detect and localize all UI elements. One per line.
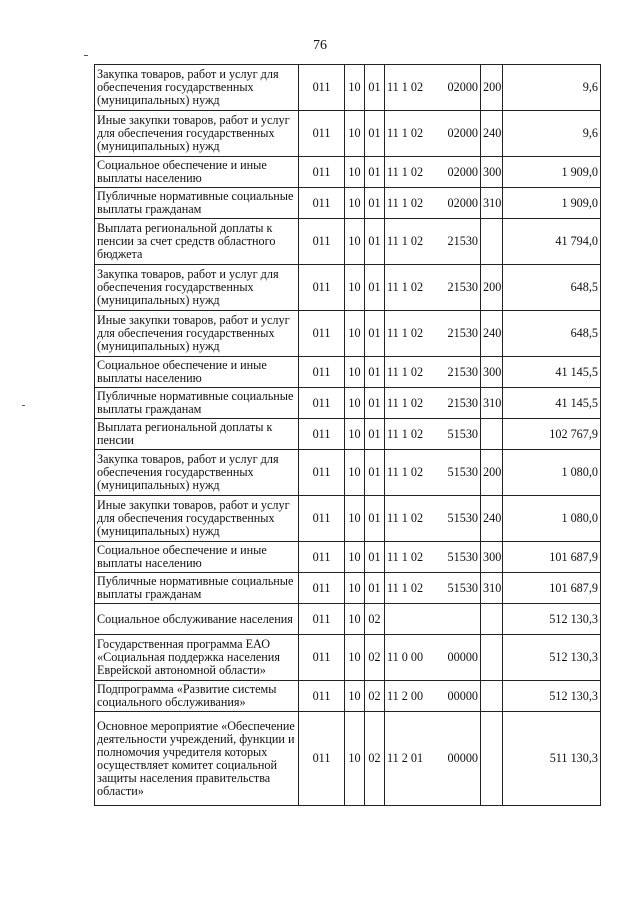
target-article-code <box>445 604 481 635</box>
target-article-prefix: 11 1 02 <box>385 419 445 450</box>
row-name: Публичные нормативные социальные выплаты гражданам <box>95 188 299 219</box>
amount: 102 767,9 <box>503 419 601 450</box>
subsection-code: 02 <box>365 604 385 635</box>
subsection-code: 02 <box>365 712 385 806</box>
section-code: 10 <box>345 388 365 419</box>
subsection-code: 01 <box>365 65 385 111</box>
amount: 512 130,3 <box>503 604 601 635</box>
expense-type-code: 310 <box>481 573 503 604</box>
row-name: Закупка товаров, работ и услуг для обеспечения государственных (муниципальных) нужд <box>95 65 299 111</box>
target-article-prefix: 11 1 02 <box>385 111 445 157</box>
row-name: Подпрограмма «Развитие системы социального обслуживания» <box>95 681 299 712</box>
target-article-code: 21530 <box>445 388 481 419</box>
subsection-code: 01 <box>365 157 385 188</box>
ministry-code: 011 <box>299 188 345 219</box>
expense-type-code <box>481 681 503 712</box>
subsection-code: 01 <box>365 542 385 573</box>
target-article-prefix: 11 1 02 <box>385 573 445 604</box>
target-article-code: 00000 <box>445 635 481 681</box>
target-article-code: 21530 <box>445 265 481 311</box>
ministry-code: 011 <box>299 388 345 419</box>
ministry-code: 011 <box>299 450 345 496</box>
section-code: 10 <box>345 604 365 635</box>
expense-type-code: 240 <box>481 311 503 357</box>
amount: 648,5 <box>503 311 601 357</box>
subsection-code: 01 <box>365 388 385 419</box>
expense-type-code <box>481 219 503 265</box>
target-article-code: 02000 <box>445 65 481 111</box>
scan-speck <box>84 55 88 56</box>
table-body <box>95 65 601 806</box>
target-article-prefix: 11 2 00 <box>385 681 445 712</box>
target-article-code: 02000 <box>445 188 481 219</box>
ministry-code: 011 <box>299 219 345 265</box>
target-article-code: 21530 <box>445 219 481 265</box>
amount: 41 794,0 <box>503 219 601 265</box>
section-code: 10 <box>345 311 365 357</box>
section-code: 10 <box>345 573 365 604</box>
scan-speck <box>22 405 25 406</box>
target-article-prefix: 11 0 00 <box>385 635 445 681</box>
table-row <box>95 573 601 604</box>
row-name: Иные закупки товаров, работ и услуг для обеспечения государственных (муниципальных) нужд <box>95 496 299 542</box>
target-article-prefix: 11 1 02 <box>385 265 445 311</box>
target-article-code: 00000 <box>445 712 481 806</box>
section-code: 10 <box>345 542 365 573</box>
amount: 41 145,5 <box>503 357 601 388</box>
target-article-code: 02000 <box>445 157 481 188</box>
row-name: Закупка товаров, работ и услуг для обеспечения государственных (муниципальных) нужд <box>95 450 299 496</box>
target-article-code: 51530 <box>445 419 481 450</box>
subsection-code: 01 <box>365 111 385 157</box>
section-code: 10 <box>345 157 365 188</box>
expense-type-code <box>481 635 503 681</box>
target-article-prefix <box>385 604 445 635</box>
table-row <box>95 635 601 681</box>
amount: 512 130,3 <box>503 635 601 681</box>
ministry-code: 011 <box>299 573 345 604</box>
table-row <box>95 712 601 806</box>
expense-type-code: 200 <box>481 450 503 496</box>
expense-type-code <box>481 712 503 806</box>
table-row <box>95 65 601 111</box>
target-article-prefix: 11 1 02 <box>385 357 445 388</box>
target-article-code: 51530 <box>445 450 481 496</box>
target-article-prefix: 11 1 02 <box>385 311 445 357</box>
section-code: 10 <box>345 188 365 219</box>
target-article-code: 00000 <box>445 681 481 712</box>
row-name: Выплата региональной доплаты к пенсии за счет средств областного бюджета <box>95 219 299 265</box>
ministry-code: 011 <box>299 681 345 712</box>
amount: 9,6 <box>503 111 601 157</box>
expense-type-code: 200 <box>481 265 503 311</box>
section-code: 10 <box>345 635 365 681</box>
row-name: Социальное обслуживание населения <box>95 604 299 635</box>
subsection-code: 01 <box>365 573 385 604</box>
table-row <box>95 157 601 188</box>
amount: 1 080,0 <box>503 496 601 542</box>
row-name: Иные закупки товаров, работ и услуг для обеспечения государственных (муниципальных) нужд <box>95 311 299 357</box>
target-article-prefix: 11 1 02 <box>385 496 445 542</box>
table-row <box>95 111 601 157</box>
target-article-prefix: 11 1 02 <box>385 157 445 188</box>
expense-type-code: 200 <box>481 65 503 111</box>
target-article-code: 21530 <box>445 357 481 388</box>
subsection-code: 02 <box>365 681 385 712</box>
table-row <box>95 496 601 542</box>
table-row <box>95 419 601 450</box>
table-row <box>95 311 601 357</box>
row-name: Публичные нормативные социальные выплаты гражданам <box>95 388 299 419</box>
subsection-code: 01 <box>365 419 385 450</box>
expense-type-code: 310 <box>481 388 503 419</box>
expense-type-code: 300 <box>481 357 503 388</box>
table-row <box>95 604 601 635</box>
amount: 1 909,0 <box>503 188 601 219</box>
budget-table <box>94 64 601 806</box>
row-name: Социальное обеспечение и иные выплаты населению <box>95 542 299 573</box>
subsection-code: 01 <box>365 450 385 496</box>
subsection-code: 01 <box>365 265 385 311</box>
amount: 1 909,0 <box>503 157 601 188</box>
target-article-code: 51530 <box>445 542 481 573</box>
row-name: Государственная программа ЕАО «Социальная поддержка населения Еврейской автономной области» <box>95 635 299 681</box>
ministry-code: 011 <box>299 419 345 450</box>
target-article-prefix: 11 2 01 <box>385 712 445 806</box>
ministry-code: 011 <box>299 496 345 542</box>
ministry-code: 011 <box>299 265 345 311</box>
ministry-code: 011 <box>299 635 345 681</box>
expense-type-code: 300 <box>481 157 503 188</box>
target-article-code: 51530 <box>445 496 481 542</box>
section-code: 10 <box>345 111 365 157</box>
row-name: Закупка товаров, работ и услуг для обеспечения государственных (муниципальных) нужд <box>95 265 299 311</box>
target-article-prefix: 11 1 02 <box>385 542 445 573</box>
table-row <box>95 388 601 419</box>
expense-type-code: 310 <box>481 188 503 219</box>
subsection-code: 01 <box>365 219 385 265</box>
target-article-code: 51530 <box>445 573 481 604</box>
row-name: Иные закупки товаров, работ и услуг для обеспечения государственных (муниципальных) нужд <box>95 111 299 157</box>
ministry-code: 011 <box>299 357 345 388</box>
page-number: 76 <box>313 38 327 53</box>
amount: 648,5 <box>503 265 601 311</box>
section-code: 10 <box>345 496 365 542</box>
table-row <box>95 188 601 219</box>
table-row <box>95 219 601 265</box>
subsection-code: 02 <box>365 635 385 681</box>
subsection-code: 01 <box>365 311 385 357</box>
ministry-code: 011 <box>299 111 345 157</box>
row-name: Социальное обеспечение и иные выплаты населению <box>95 357 299 388</box>
table-row <box>95 265 601 311</box>
table-row <box>95 681 601 712</box>
row-name: Основное мероприятие «Обеспечение деятельности учреждений, функции и полномочия учредителя которых осуществляет комитет социальной защиты населения правительства области» <box>95 712 299 806</box>
target-article-code: 21530 <box>445 311 481 357</box>
amount: 511 130,3 <box>503 712 601 806</box>
ministry-code: 011 <box>299 157 345 188</box>
amount: 101 687,9 <box>503 542 601 573</box>
subsection-code: 01 <box>365 357 385 388</box>
section-code: 10 <box>345 357 365 388</box>
amount: 1 080,0 <box>503 450 601 496</box>
section-code: 10 <box>345 219 365 265</box>
section-code: 10 <box>345 419 365 450</box>
section-code: 10 <box>345 65 365 111</box>
expense-type-code: 240 <box>481 496 503 542</box>
target-article-prefix: 11 1 02 <box>385 188 445 219</box>
table-row <box>95 450 601 496</box>
section-code: 10 <box>345 681 365 712</box>
expense-type-code <box>481 419 503 450</box>
target-article-code: 02000 <box>445 111 481 157</box>
ministry-code: 011 <box>299 542 345 573</box>
expense-type-code <box>481 604 503 635</box>
table-row <box>95 542 601 573</box>
amount: 101 687,9 <box>503 573 601 604</box>
row-name: Публичные нормативные социальные выплаты гражданам <box>95 573 299 604</box>
section-code: 10 <box>345 450 365 496</box>
expense-type-code: 240 <box>481 111 503 157</box>
subsection-code: 01 <box>365 188 385 219</box>
expense-type-code: 300 <box>481 542 503 573</box>
ministry-code: 011 <box>299 65 345 111</box>
row-name: Выплата региональной доплаты к пенсии <box>95 419 299 450</box>
amount: 41 145,5 <box>503 388 601 419</box>
table-row <box>95 357 601 388</box>
target-article-prefix: 11 1 02 <box>385 388 445 419</box>
ministry-code: 011 <box>299 604 345 635</box>
ministry-code: 011 <box>299 311 345 357</box>
amount: 9,6 <box>503 65 601 111</box>
subsection-code: 01 <box>365 496 385 542</box>
ministry-code: 011 <box>299 712 345 806</box>
target-article-prefix: 11 1 02 <box>385 65 445 111</box>
row-name: Социальное обеспечение и иные выплаты населению <box>95 157 299 188</box>
amount: 512 130,3 <box>503 681 601 712</box>
target-article-prefix: 11 1 02 <box>385 450 445 496</box>
section-code: 10 <box>345 265 365 311</box>
target-article-prefix: 11 1 02 <box>385 219 445 265</box>
section-code: 10 <box>345 712 365 806</box>
